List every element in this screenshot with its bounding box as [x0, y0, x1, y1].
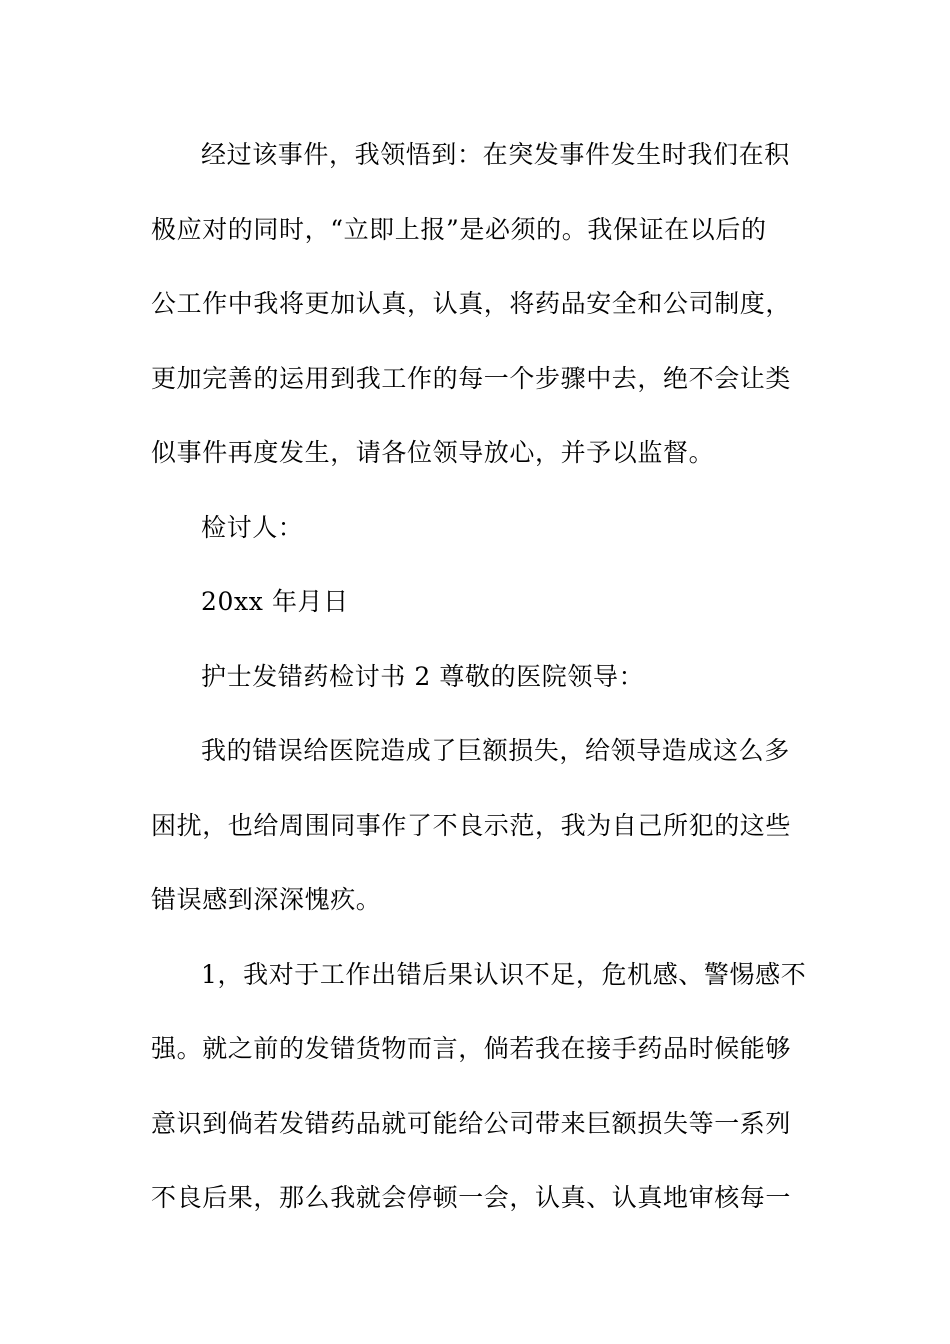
signature-label: 检讨人： — [201, 512, 304, 542]
text-line: 1，我对于工作出错后果认识不足，危机感、警惕感不 — [201, 959, 807, 989]
text-line: 公工作中我将更加认真，认真，将药品安全和公司制度， — [151, 289, 792, 318]
section-heading: 护士发错药检讨书 2 尊敬的医院领导： — [201, 661, 645, 691]
text-line: 极应对的同时，“立即上报”是必须的。我保证在以后的 — [151, 214, 767, 244]
text-line: 更加完善的运用到我工作的每一个步骤中去，绝不会让类 — [151, 363, 792, 393]
date-line: 20xx 年月日 — [201, 587, 349, 616]
text-line: 困扰，也给周围同事作了不良示范，我为自己所犯的这些 — [151, 810, 792, 840]
text-line: 经过该事件，我领悟到：在突发事件发生时我们在积 — [201, 140, 790, 169]
text-line: 错误感到深深愧疚。 — [151, 885, 382, 914]
text-line: 不良后果，那么我就会停顿一会，认真、认真地审核每一 — [151, 1183, 792, 1212]
text-line: 我的错误给医院造成了巨额损失，给领导造成这么多 — [201, 736, 790, 765]
text-line: 似事件再度发生，请各位领导放心，并予以监督。 — [151, 438, 715, 467]
text-line: 强。就之前的发错货物而言，倘若我在接手药品时候能够 — [151, 1034, 792, 1063]
document-body — [151, 118, 811, 1236]
text-line: 意识到倘若发错药品就可能给公司带来巨额损失等一系列 — [151, 1108, 792, 1138]
